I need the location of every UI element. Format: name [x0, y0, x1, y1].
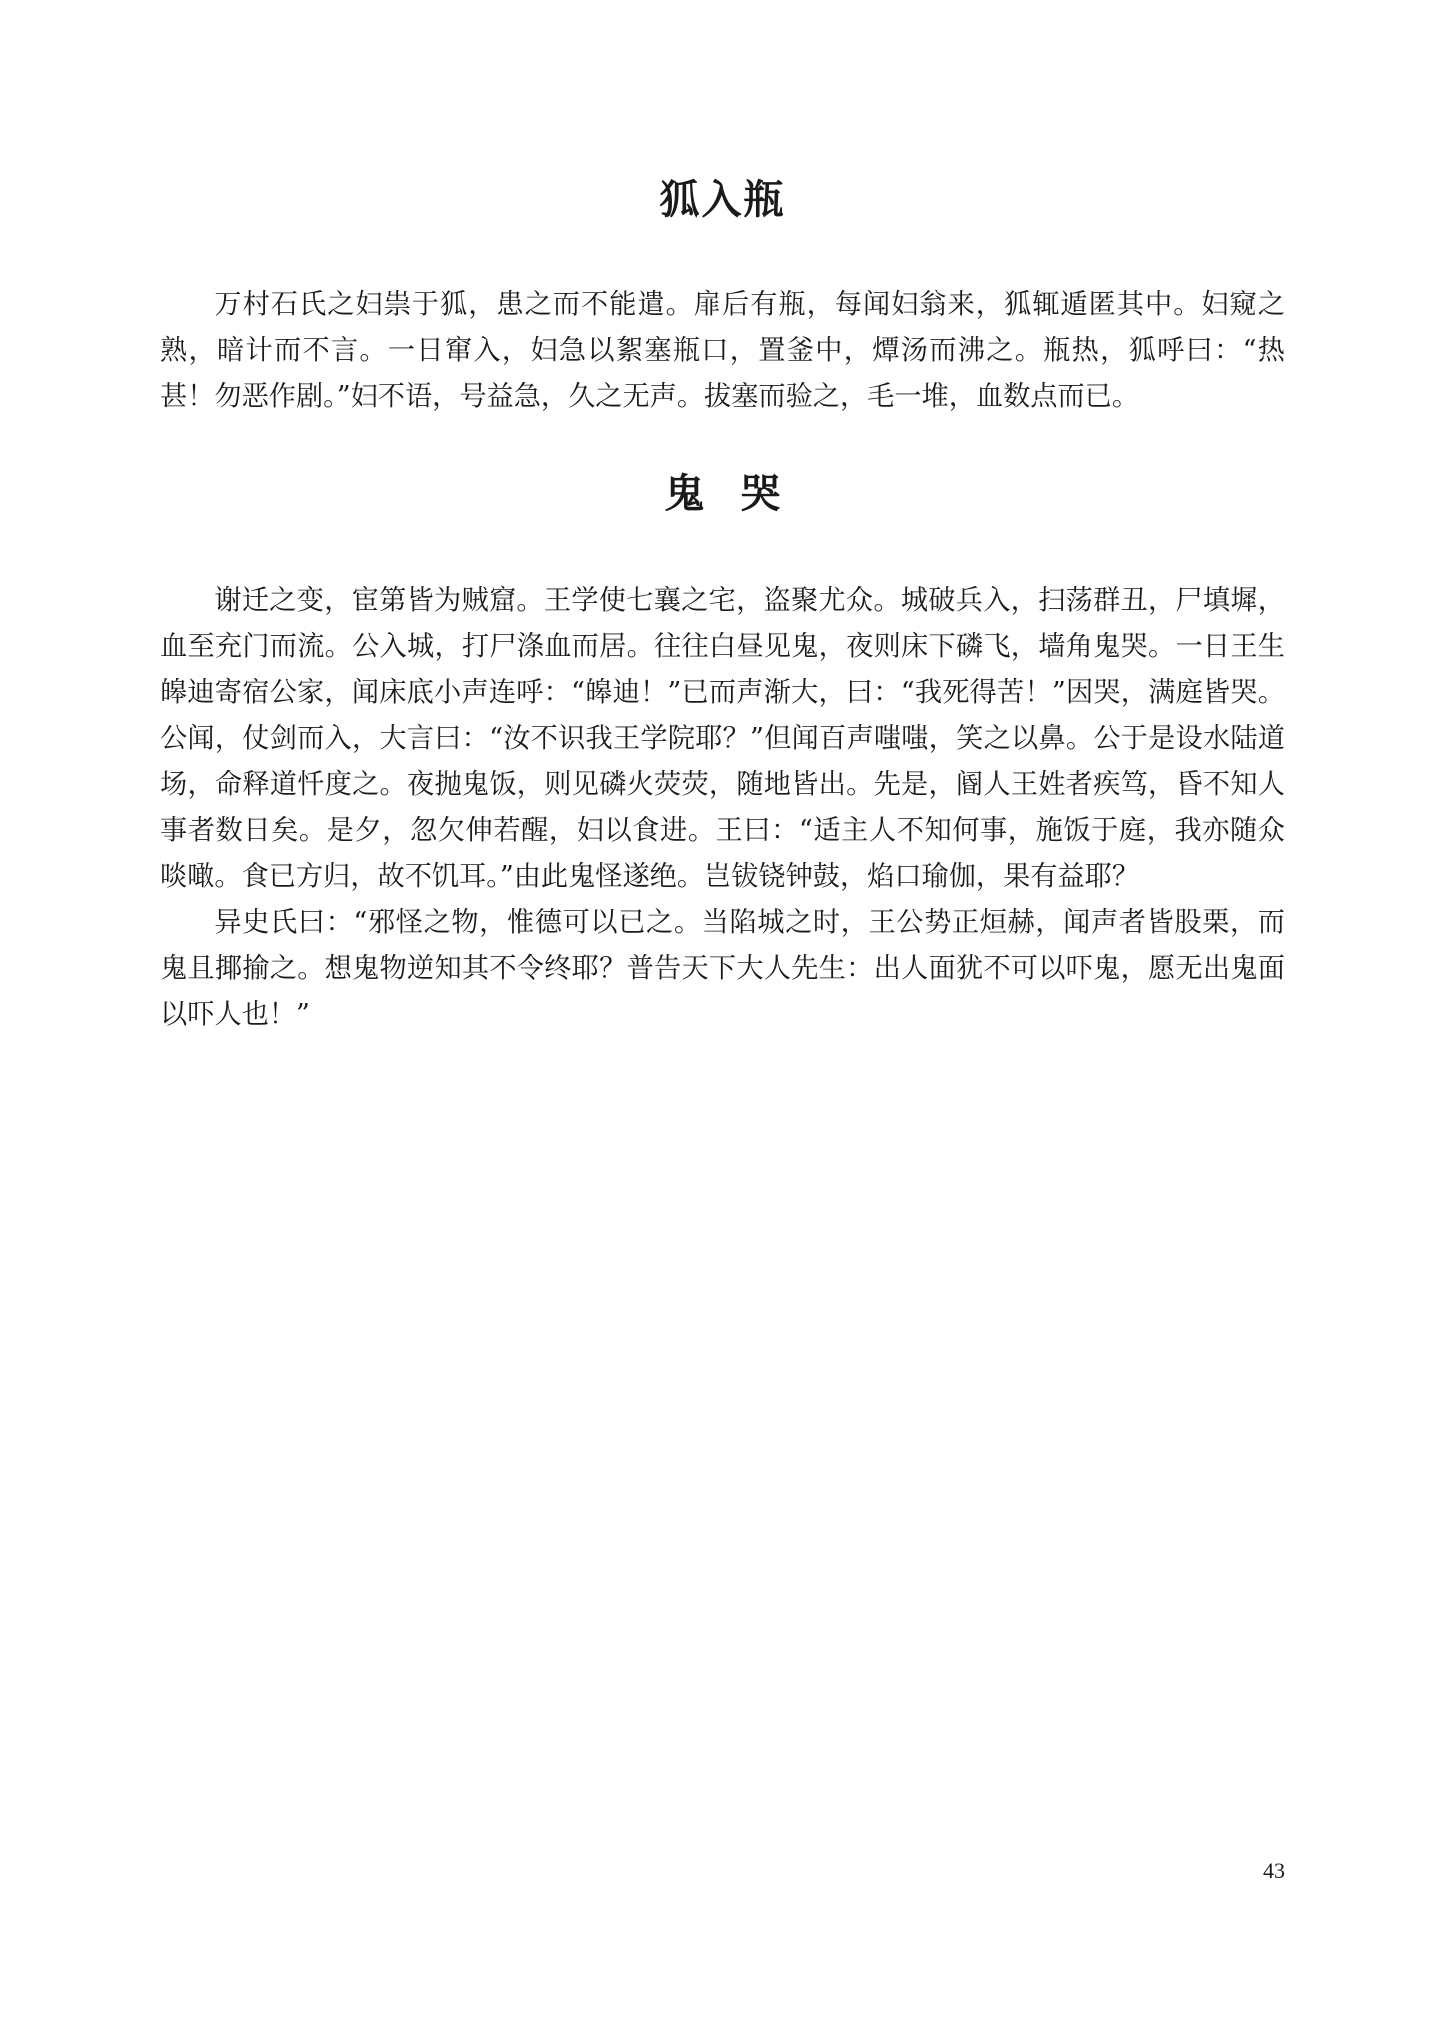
page-content — [160, 170, 1285, 1038]
paragraph-commentary: 异史氏曰：“邪怪之物，惟德可以已之。当陷城之时，王公势正烜赫，闻声者皆股栗，而鬼且揶揄之。想鬼物逆知其不令终耶？普告天下大人先生：出人面犹不可以吓鬼，愿无出鬼面以吓人也！” — [160, 907, 1285, 1030]
story-title-ghost-crying: 鬼哭 — [664, 471, 817, 517]
paragraph: 谢迁之变，宦第皆为贼窟。王学使七襄之宅，盗聚尤众。城破兵入，扫荡群丑，尸填墀，血至充门而流。公入城，打尸涤血而居。往往白昼见鬼，夜则床下磷飞，墙角鬼哭。一日王生皞迪寄宿公家，闻床底小声连呼：“皞迪！”已而声渐大，曰：“我死得苦！”因哭，满庭皆哭。公闻，仗剑而入，大言曰：“汝不识我王学院耶？”但闻百声嗤嗤，笑之以鼻。公于是设水陆道场，命释道忏度之。夜抛鬼饭，则见磷火荧荧，随地皆出。先是，阍人王姓者疾笃，昏不知人事者数日矣。是夕，忽欠伸若醒，妇以食进。王曰：“适主人不知何事，施饭于庭，我亦随众啖噉。食已方归，故不饥耳。”由此鬼怪遂绝。岂钹铙钟鼓，焰口瑜伽，果有益耶？ — [160, 585, 1285, 892]
story-body-ghost-crying — [160, 578, 1285, 1038]
story-title-fox-in-bottle: 狐入瓶 — [659, 177, 786, 223]
story-body-fox-in-bottle — [160, 282, 1285, 420]
page-number: 43 — [1263, 1858, 1285, 1883]
paragraph: 万村石氏之妇祟于狐，患之而不能遣。扉后有瓶，每闻妇翁来，狐辄遁匿其中。妇窥之熟，暗计而不言。一日窜入，妇急以絮塞瓶口，置釜中，燂汤而沸之。瓶热，狐呼曰：“热甚！勿恶作剧。”妇不语，号益急，久之无声。拔塞而验之，毛一堆，血数点而已。 — [160, 289, 1285, 412]
